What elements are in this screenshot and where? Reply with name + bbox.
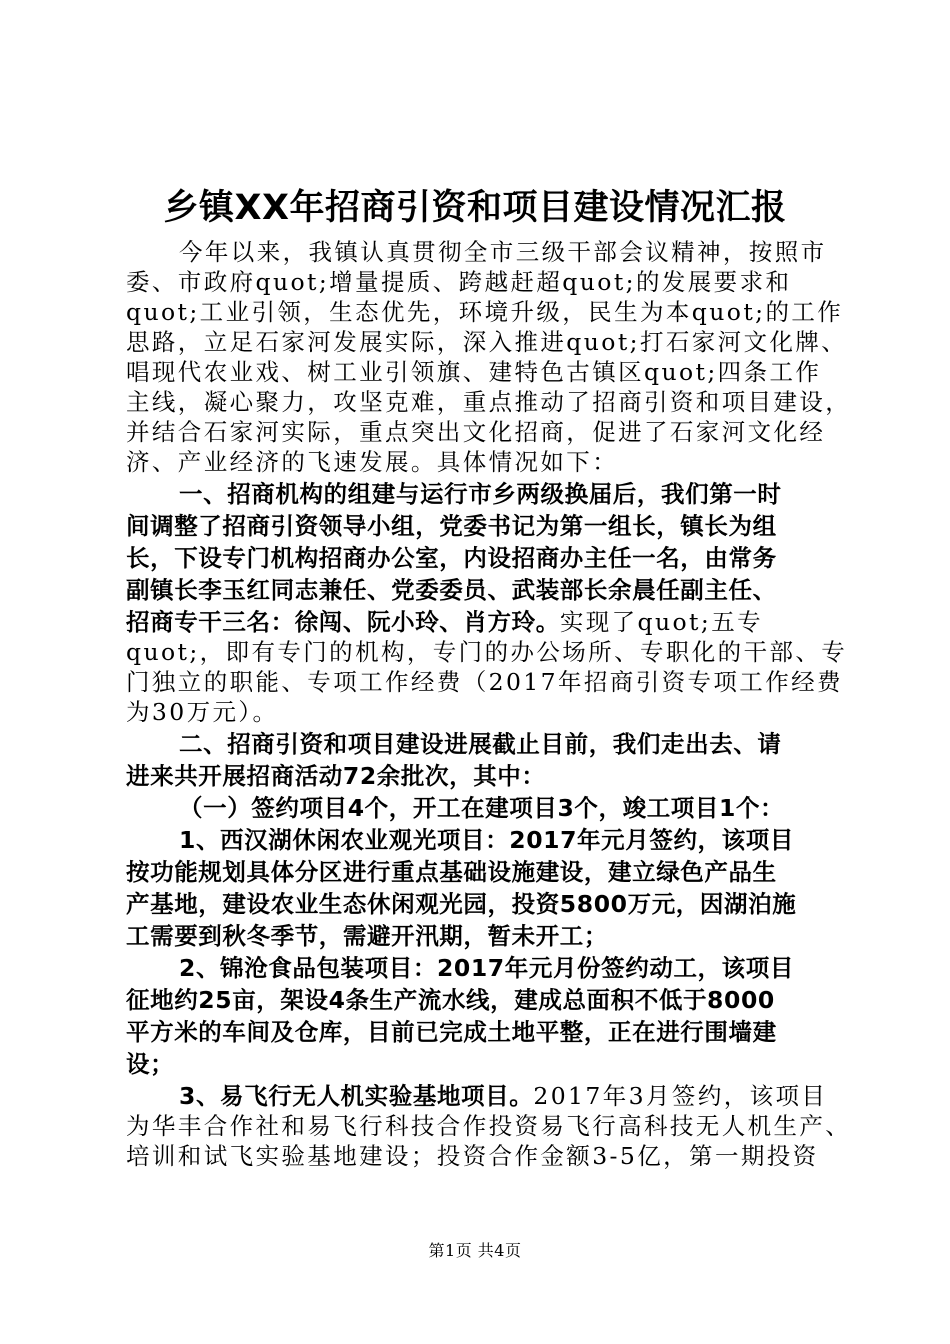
text-line: 设； <box>126 1050 175 1078</box>
text-line: 2、锦沧食品包装项目：2017年元月份签约动工，该项目 <box>179 954 794 982</box>
text-line: 为30万元）。 <box>126 698 279 726</box>
text-line: 间调整了招商引资领导小组，党委书记为第一组长，镇长为组 <box>126 512 777 540</box>
text-line: 济、产业经济的飞速发展。具体情况如下： <box>126 448 619 476</box>
document-title: 乡镇XX年招商引资和项目建设情况汇报 <box>163 188 787 228</box>
text-line: 平方米的车间及仓库，目前已完成土地平整，正在进行围墙建 <box>126 1018 777 1046</box>
text-line: quot;，即有专门的机构，专门的办公场所、专职化的干部、专 <box>126 638 848 666</box>
text-line: 今年以来，我镇认真贯彻全市三级干部会议精神，按照市 <box>179 238 827 266</box>
text-line: 思路，立足石家河发展实际，深入推进quot;打石家河文化牌、 <box>126 328 848 356</box>
text-line: 工需要到秋冬季节，需避开汛期，暂未开工； <box>126 922 608 950</box>
section-heading-line: 一、招商机构的组建与运行市乡两级换届后，我们第一时 <box>179 480 782 508</box>
text-segment-bold: 招商专干三名：徐闯、阮小玲、肖方玲。 <box>126 608 560 636</box>
text-line: 进来共开展招商活动72余批次，其中： <box>126 762 546 790</box>
text-line: 长，下设专门机构招商办公室，内设招商办主任一名，由常务 <box>126 544 777 572</box>
text-line: 副镇长李玉红同志兼任、党委委员、武装部长余晨任副主任、 <box>126 576 777 604</box>
text-line: 主线，凝心聚力，攻坚克难，重点推动了招商引资和项目建设， <box>126 388 852 416</box>
section-heading-line: 二、招商引资和项目建设进展截止目前，我们走出去、请 <box>179 730 782 758</box>
text-line: 产基地，建设农业生态休闲观光园，投资5800万元，因湖泊施 <box>126 890 797 918</box>
text-line: 按功能规划具体分区进行重点基础设施建设，建立绿色产品生 <box>126 858 777 886</box>
text-line: 委、市政府quot;增量提质、跨越赶超quot;的发展要求和 <box>126 268 792 296</box>
text-line: 唱现代农业戏、树工业引领旗、建特色古镇区quot;四条工作 <box>126 358 822 386</box>
text-line: 门独立的职能、专项工作经费（2017年招商引资专项工作经费 <box>126 668 843 696</box>
text-segment-regular: 2017年3月签约，该项目 <box>533 1082 828 1110</box>
subsection-heading-line: （一）签约项目4个，开工在建项目3个，竣工项目1个： <box>179 794 785 822</box>
text-line: 1、西汉湖休闲农业观光项目：2017年元月签约，该项目 <box>179 826 794 854</box>
text-segment-bold: 3、易飞行无人机实验基地项目。 <box>179 1082 534 1110</box>
text-line: 并结合石家河实际，重点突出文化招商，促进了石家河文化经 <box>126 418 826 446</box>
text-line <box>179 1081 827 1111</box>
text-line: quot;工业引领，生态优先，环境升级，民生为本quot;的工作 <box>126 298 844 326</box>
text-line <box>126 607 763 637</box>
text-line: 为华丰合作社和易飞行科技合作投资易飞行高科技无人机生产、 <box>126 1112 852 1140</box>
text-line: 征地约25亩，架设4条生产流水线，建成总面积不低于8000 <box>126 986 775 1014</box>
text-segment-regular: 实现了quot;五专 <box>559 608 763 636</box>
text-line: 培训和试飞实验基地建设；投资合作金额3-5亿，第一期投资 <box>126 1142 819 1170</box>
page-number-footer: 第1页 共4页 <box>428 1241 522 1260</box>
